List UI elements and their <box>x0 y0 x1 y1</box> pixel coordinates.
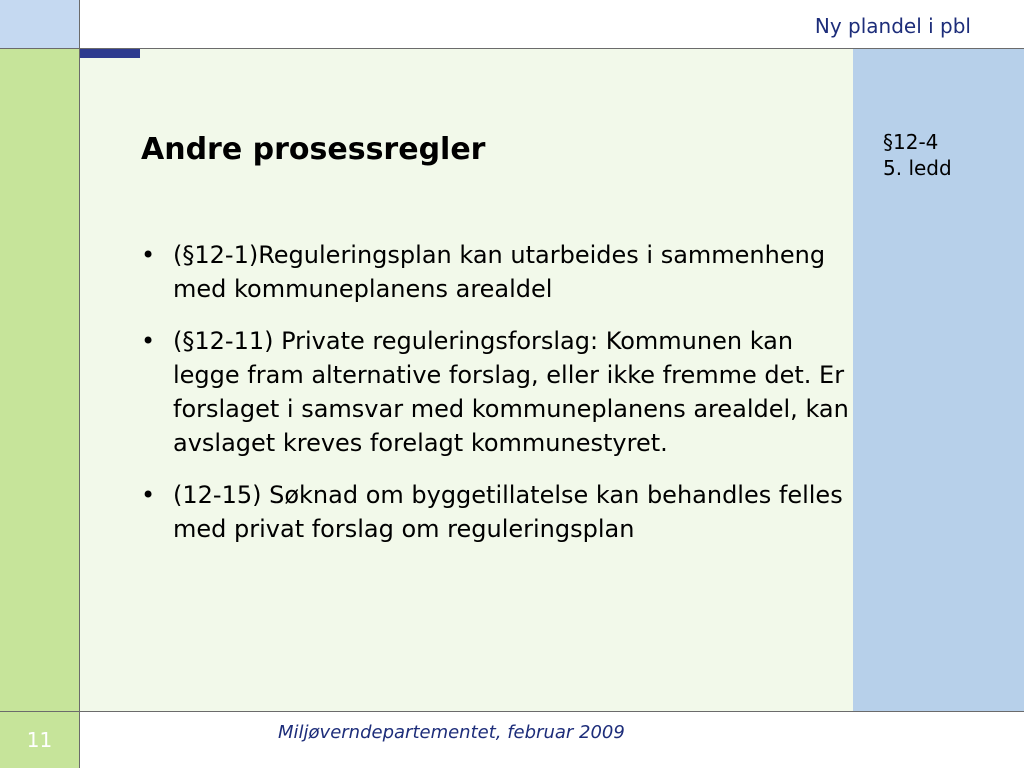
side-note-line: 5. ledd <box>883 156 952 180</box>
page-number: 11 <box>26 728 53 752</box>
bullet-item <box>140 324 852 460</box>
accent-bar <box>80 49 140 58</box>
bullet-item <box>140 478 852 546</box>
bullet-list <box>140 238 852 564</box>
header-divider <box>0 48 1024 49</box>
side-note <box>883 129 952 181</box>
footer-text: Miljøverndepartementet, februar 2009 <box>278 722 625 743</box>
corner-block <box>0 0 79 48</box>
bullet-dot-icon: • <box>141 241 156 269</box>
bullet-text: (12-15) Søknad om byggetillatelse kan behandles felles med privat forslag om reguleringsplan <box>173 481 843 543</box>
side-note-line: §12-4 <box>883 130 939 154</box>
vertical-divider <box>79 0 80 768</box>
bullet-dot-icon: • <box>141 327 156 355</box>
header-title: Ny plandel i pbl <box>814 14 971 38</box>
left-stripe <box>0 49 79 711</box>
footer-divider <box>0 711 1024 712</box>
bullet-text: (§12-11) Private reguleringsforslag: Kommunen kan legge fram alternative forslag, eller ikke fremme det. Er forslaget i samsvar med kommuneplanens arealdel, kan avslaget kreves forelagt kommunestyret. <box>173 327 849 457</box>
bullet-text: (§12-1)Reguleringsplan kan utarbeides i sammenheng med kommuneplanens arealdel <box>173 241 826 303</box>
slide-title: Andre prosessregler <box>141 132 486 167</box>
bullet-item <box>140 238 852 306</box>
bullet-dot-icon: • <box>141 481 156 509</box>
